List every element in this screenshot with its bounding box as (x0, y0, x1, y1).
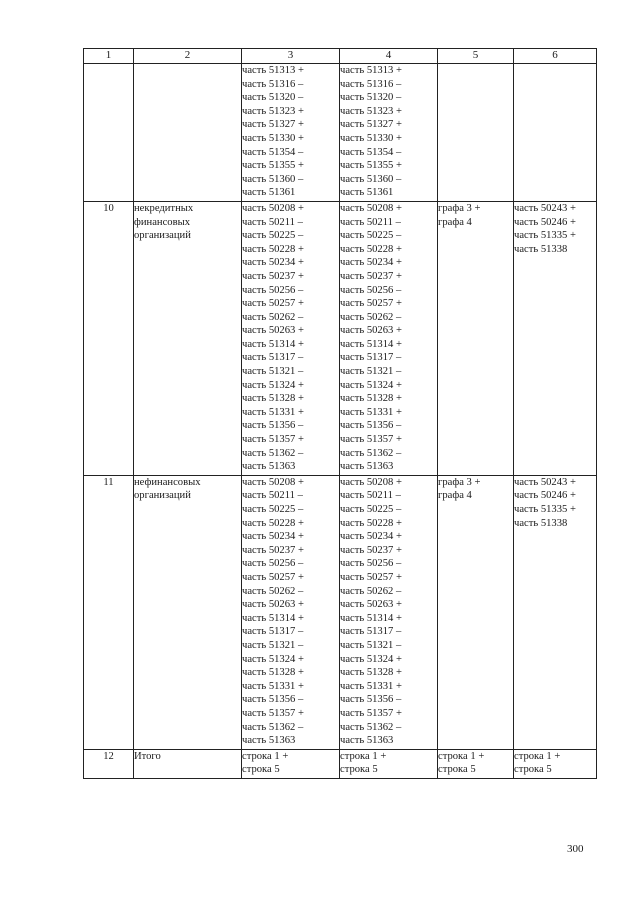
cell-line: часть 50237 + (242, 270, 304, 282)
cell-line: часть 51328 + (242, 667, 304, 679)
row-label-cell (134, 201, 242, 475)
row-number: 11 (84, 475, 134, 749)
cell-line: строка 5 (438, 764, 476, 776)
cell-line: часть 51316 – (340, 78, 402, 90)
cell-line: часть 51331 + (242, 406, 304, 418)
cell-line: часть 51328 + (340, 667, 402, 679)
cell-line: часть 51324 + (340, 653, 402, 665)
cell-line: часть 50256 – (242, 558, 304, 570)
cell-line: некредитных (134, 202, 194, 214)
cell-line: часть 51362 – (242, 447, 304, 459)
cell-line: часть 51330 + (242, 132, 304, 144)
cell-line: часть 51324 + (242, 379, 304, 391)
column-header: 4 (340, 49, 438, 64)
cell-line: организаций (134, 490, 191, 502)
column-4-cell (340, 64, 438, 202)
column-3-cell (242, 201, 340, 475)
table-row (84, 64, 597, 202)
cell-line: часть 51356 – (242, 694, 304, 706)
cell-line: часть 50262 – (340, 311, 402, 323)
cell-line: строка 5 (242, 764, 280, 776)
cell-line: часть 50262 – (340, 585, 402, 597)
column-4-cell (340, 475, 438, 749)
column-4-cell (340, 201, 438, 475)
column-3-cell (242, 749, 340, 778)
cell-line: графа 3 + (438, 202, 481, 214)
cell-line: часть 51317 – (340, 352, 402, 364)
cell-line: часть 50208 + (340, 476, 402, 488)
cell-line: строка 5 (514, 764, 552, 776)
cell-line: часть 51335 + (514, 504, 576, 515)
cell-line: часть 51338 (514, 517, 568, 529)
cell-line: часть 51330 + (340, 132, 402, 144)
column-5-cell (438, 64, 514, 202)
cell-line: часть 51314 + (340, 612, 402, 624)
cell-line: часть 51317 – (242, 626, 304, 638)
cell-line: часть 51323 + (242, 105, 304, 117)
cell-line: часть 50228 + (242, 243, 304, 255)
row-label-cell (134, 749, 242, 778)
column-5-cell (438, 475, 514, 749)
cell-line: часть 51327 + (340, 119, 402, 131)
cell-line: часть 51356 – (242, 420, 304, 432)
cell-line: часть 50256 – (340, 558, 402, 570)
cell-line: часть 51361 (242, 187, 296, 199)
cell-line: строка 5 (340, 764, 378, 776)
cell-line: часть 50225 – (340, 230, 402, 242)
cell-line: часть 51338 (514, 243, 568, 255)
column-3-cell (242, 475, 340, 749)
cell-line: часть 51331 + (340, 406, 402, 418)
cell-line: часть 51323 + (340, 105, 402, 117)
cell-line: часть 50237 + (340, 270, 402, 282)
cell-line: часть 50211 – (242, 490, 303, 502)
cell-line: часть 51357 + (340, 434, 402, 446)
cell-line: часть 50225 – (340, 504, 402, 515)
cell-line: часть 50234 + (242, 531, 304, 543)
cell-line: часть 51363 (340, 461, 394, 473)
cell-line: часть 51314 + (242, 612, 304, 624)
cell-line: графа 4 (438, 216, 472, 228)
cell-line: нефинансовых (134, 476, 201, 488)
column-4-cell (340, 749, 438, 778)
cell-line: часть 51362 – (340, 447, 402, 459)
table-row (84, 749, 597, 778)
cell-line: часть 51360 – (340, 173, 402, 185)
cell-line: часть 50262 – (242, 311, 304, 323)
cell-line: часть 51355 + (242, 160, 304, 172)
cell-line: часть 51321 – (340, 366, 402, 378)
cell-line: часть 50234 + (340, 257, 402, 269)
cell-line: часть 51363 (242, 735, 296, 747)
cell-line: часть 51356 – (340, 420, 402, 432)
cell-line: часть 50225 – (242, 230, 304, 242)
cell-line: часть 51363 (340, 735, 394, 747)
cell-line: часть 51321 – (242, 366, 304, 378)
cell-line: часть 50228 + (340, 243, 402, 255)
cell-line: часть 50263 + (340, 599, 402, 611)
cell-line: строка 1 + (340, 750, 387, 762)
cell-line: часть 50237 + (340, 544, 402, 556)
cell-line: строка 1 + (242, 750, 289, 762)
cell-line: часть 51362 – (242, 721, 304, 733)
cell-line: часть 50263 + (242, 325, 304, 337)
column-6-cell (514, 749, 597, 778)
column-6-cell (514, 475, 597, 749)
cell-line: часть 51362 – (340, 721, 402, 733)
cell-line: часть 51357 + (242, 707, 304, 719)
cell-line: строка 1 + (514, 750, 561, 762)
cell-line: часть 51320 – (242, 92, 304, 104)
cell-line: часть 51321 – (242, 639, 304, 651)
cell-line: часть 51354 – (340, 146, 402, 158)
cell-line: часть 51335 + (514, 230, 576, 242)
cell-line: часть 51321 – (340, 639, 402, 651)
cell-line: часть 51317 – (242, 352, 304, 364)
page-number: 300 (567, 843, 584, 855)
cell-line: организаций (134, 230, 191, 242)
cell-line: часть 50211 – (340, 216, 401, 228)
row-label-cell (134, 64, 242, 202)
column-header: 3 (242, 49, 340, 64)
cell-line: часть 51357 + (242, 434, 304, 446)
cell-line: часть 51324 + (242, 653, 304, 665)
cell-line: часть 50228 + (340, 517, 402, 529)
cell-line: финансовых (134, 216, 190, 228)
document-sheet (83, 48, 597, 779)
cell-line: графа 3 + (438, 476, 481, 488)
cell-line: часть 51313 + (340, 65, 402, 76)
cell-line: часть 51328 + (340, 393, 402, 405)
header-row (84, 49, 597, 64)
cell-line: часть 50262 – (242, 585, 304, 597)
cell-line: часть 51317 – (340, 626, 402, 638)
cell-line: часть 50225 – (242, 504, 304, 515)
column-3-cell (242, 64, 340, 202)
column-header: 5 (438, 49, 514, 64)
cell-line: часть 50257 + (340, 298, 402, 310)
cell-line: часть 50243 + (514, 476, 576, 488)
cell-line: часть 51324 + (340, 379, 402, 391)
cell-line: часть 51361 (340, 187, 394, 199)
data-table (83, 48, 597, 779)
table-body (84, 64, 597, 779)
row-number: 10 (84, 201, 134, 475)
cell-line: часть 50243 + (514, 202, 576, 214)
column-6-cell (514, 64, 597, 202)
table-row (84, 201, 597, 475)
cell-line: часть 51327 + (242, 119, 304, 131)
cell-line: часть 51314 + (242, 338, 304, 350)
cell-line: часть 50208 + (242, 202, 304, 214)
cell-line: часть 51314 + (340, 338, 402, 350)
cell-line: часть 51360 – (242, 173, 304, 185)
cell-line: часть 50257 + (242, 298, 304, 310)
cell-line: часть 51316 – (242, 78, 304, 90)
cell-line: часть 51328 + (242, 393, 304, 405)
column-5-cell (438, 201, 514, 475)
column-header: 1 (84, 49, 134, 64)
column-header: 2 (134, 49, 242, 64)
cell-line: часть 51356 – (340, 694, 402, 706)
cell-line: часть 51331 + (242, 680, 304, 692)
column-6-cell (514, 201, 597, 475)
cell-line: часть 50228 + (242, 517, 304, 529)
cell-line: часть 50234 + (242, 257, 304, 269)
cell-line: часть 50246 + (514, 490, 576, 502)
cell-line: часть 50256 – (340, 284, 402, 296)
cell-line: часть 51313 + (242, 65, 304, 76)
cell-line: часть 51331 + (340, 680, 402, 692)
cell-line: часть 51320 – (340, 92, 402, 104)
cell-line: часть 50257 + (340, 571, 402, 583)
table-row (84, 475, 597, 749)
column-header: 6 (514, 49, 597, 64)
cell-line: графа 4 (438, 490, 472, 502)
cell-line: строка 1 + (438, 750, 485, 762)
row-number: 12 (84, 749, 134, 778)
cell-line: часть 51357 + (340, 707, 402, 719)
cell-line: часть 51355 + (340, 160, 402, 172)
cell-line: часть 50257 + (242, 571, 304, 583)
cell-line: часть 50234 + (340, 531, 402, 543)
cell-line: часть 50263 + (242, 599, 304, 611)
cell-line: часть 50211 – (242, 216, 303, 228)
cell-line: часть 51363 (242, 461, 296, 473)
cell-line: часть 50263 + (340, 325, 402, 337)
cell-line: часть 51354 – (242, 146, 304, 158)
cell-line: часть 50246 + (514, 216, 576, 228)
cell-line: Итого (134, 750, 161, 762)
cell-line: часть 50211 – (340, 490, 401, 502)
cell-line: часть 50237 + (242, 544, 304, 556)
cell-line: часть 50208 + (340, 202, 402, 214)
row-number (84, 64, 134, 202)
cell-line: часть 50208 + (242, 476, 304, 488)
cell-line: часть 50256 – (242, 284, 304, 296)
column-5-cell (438, 749, 514, 778)
row-label-cell (134, 475, 242, 749)
